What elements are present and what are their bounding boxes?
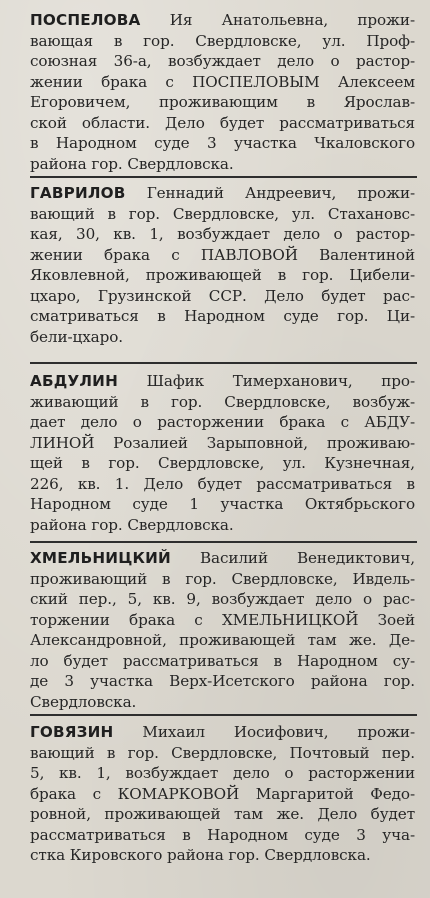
notice-line	[30, 392, 415, 413]
divorce-notice-gavrilov	[30, 183, 415, 347]
notice-line	[30, 183, 415, 204]
surname: ГАВРИЛОВ	[30, 184, 126, 202]
notice-text: дает дело о расторжении брака с АБДУ-	[30, 413, 415, 431]
notice-line	[30, 825, 415, 846]
notice-text: Шафик Тимерханович, про-	[118, 372, 415, 390]
notice-line	[30, 651, 415, 672]
notice-line	[30, 10, 415, 31]
notice-text: Геннадий Андреевич, прожи-	[125, 184, 415, 202]
notice-line	[30, 154, 415, 175]
notice-line	[30, 245, 415, 266]
divorce-notice-govyazin	[30, 722, 415, 866]
notice-text: вающий в гор. Свердловске, ул. Стахановс-	[30, 204, 415, 223]
notice-line	[30, 286, 415, 307]
notice-text: торжении брака с ХМЕЛЬНИЦКОЙ Зоей	[30, 610, 415, 629]
notice-text: ский пер., 5, кв. 9, возбуждает дело о рас-	[30, 590, 415, 608]
notice-line	[30, 204, 415, 225]
surname: ГОВЯЗИН	[30, 723, 114, 741]
surname: ПОСПЕЛОВА	[30, 11, 141, 29]
notice-text: Народном суде 1 участка Октябрьского	[30, 495, 415, 513]
notice-line	[30, 610, 415, 631]
notice-text: брака с КОМАРКОВОЙ Маргаритой Федо-	[30, 784, 415, 803]
notice-line	[30, 722, 415, 743]
notice-text: ло будет рассматриваться в Народном су-	[30, 651, 415, 670]
notice-text: Ия Анатольевна, прожи-	[140, 11, 415, 29]
notice-line	[30, 327, 415, 348]
notice-line	[30, 92, 415, 113]
notice-line	[30, 265, 415, 286]
notice-line	[30, 845, 415, 866]
notice-text: ровной, проживающей там же. Дело будет	[30, 805, 415, 823]
notice-text: де 3 участка Верх-Исетского района гор.	[30, 672, 415, 690]
notice-line	[30, 763, 415, 784]
notice-text: Свердловска.	[30, 692, 137, 711]
notice-text: проживающий в гор. Свердловске, Ивдель-	[30, 569, 415, 588]
notice-text: Михаил Иосифович, прожи-	[113, 723, 415, 741]
notice-line	[30, 371, 415, 392]
notice-line	[30, 306, 415, 327]
notice-line	[30, 743, 415, 764]
notice-text: вающий в гор. Свердловске, Почтовый пер.	[30, 743, 415, 762]
notice-line	[30, 630, 415, 651]
separator-rule	[30, 714, 417, 716]
notice-line	[30, 804, 415, 825]
notice-text: вающая в гор. Свердловске, ул. Проф-	[30, 31, 415, 50]
notice-line	[30, 784, 415, 805]
notice-text: рассматриваться в Народном суде 3 уча-	[30, 825, 415, 844]
notice-text: цхаро, Грузинской ССР. Дело будет рас-	[30, 286, 415, 305]
notice-line	[30, 31, 415, 52]
notice-line	[30, 433, 415, 454]
notice-line	[30, 412, 415, 433]
notice-line	[30, 515, 415, 536]
notice-line	[30, 72, 415, 93]
notice-text: района гор. Свердловска.	[30, 515, 234, 534]
notice-line	[30, 692, 415, 713]
separator-rule	[30, 176, 417, 178]
notice-line	[30, 474, 415, 495]
notice-text: 5, кв. 1, возбуждает дело о расторжении	[30, 764, 415, 782]
notice-text: Егоровичем, проживающим в Ярослав-	[30, 93, 415, 111]
notice-text: кая, 30, кв. 1, возбуждает дело о растор-	[30, 225, 415, 243]
notice-line	[30, 569, 415, 590]
notice-text: щей в гор. Свердловске, ул. Кузнечная,	[30, 454, 415, 472]
notice-text: живающий в гор. Свердловске, возбуж-	[30, 392, 415, 411]
notice-text: жении брака с ПОСПЕЛОВЫМ Алексеем	[30, 72, 415, 91]
divorce-notice-pospelova	[30, 10, 415, 174]
notice-line	[30, 494, 415, 515]
divorce-notice-khmelnitsky	[30, 548, 415, 712]
notice-text: сматриваться в Народном суде гор. Ци-	[30, 307, 415, 325]
notice-text: в Народном суде 3 участка Чкаловского	[30, 134, 415, 152]
notice-line	[30, 113, 415, 134]
notice-text: жении брака с ПАВЛОВОЙ Валентиной	[30, 245, 415, 264]
notice-text: союзная 36-а, возбуждает дело о растор-	[30, 52, 415, 70]
notice-line	[30, 133, 415, 154]
notice-line	[30, 548, 415, 569]
separator-rule	[30, 541, 417, 543]
notice-text: стка Кировского района гор. Свердловска.	[30, 846, 371, 864]
notice-text: ской области. Дело будет рассматриваться	[30, 113, 415, 132]
notice-text: Яковлевной, проживающей в гор. Цибели-	[30, 266, 415, 284]
separator-rule	[30, 362, 417, 364]
notice-text: Александровной, проживающей там же. Де-	[30, 631, 415, 649]
notice-text: Василий Венедиктович,	[170, 549, 415, 567]
notice-text: 226, кв. 1. Дело будет рассматриваться в	[30, 474, 415, 493]
notice-text: ЛИНОЙ Розалией Зарыповной, проживаю-	[30, 433, 415, 452]
notice-line	[30, 589, 415, 610]
notice-line	[30, 453, 415, 474]
notice-line	[30, 51, 415, 72]
notice-line	[30, 671, 415, 692]
notice-line	[30, 224, 415, 245]
divorce-notice-abdulin	[30, 371, 415, 535]
surname: АБДУЛИН	[30, 372, 119, 390]
notice-text: бели-цхаро.	[30, 327, 124, 346]
surname: ХМЕЛЬНИЦКИЙ	[30, 549, 171, 567]
notice-text: района гор. Свердловска.	[30, 154, 234, 173]
